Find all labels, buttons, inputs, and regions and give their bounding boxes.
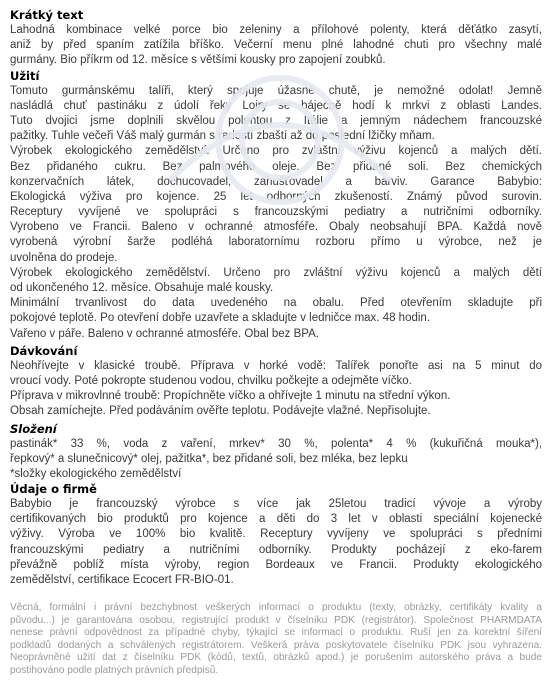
text-line: Výrobek ekologického zemědělství. Určeno pro zvláštní výživu kojenců a malých dětí.	[10, 145, 542, 158]
text-line: gurmány. Bio příkrm od 12. měsíce s většími kousky pro zapojení zoubků.	[10, 54, 386, 67]
text-line: Ekologická výživa pro kojence. 25 let odborných zkušeností. Známý původ surovin.	[10, 190, 542, 203]
text-line: Lahodná kombinace velké porce bio zeleniny a přílohové polenty, která děťátko zasytí,	[10, 24, 542, 36]
text-line: výživy. Výroba ve 100% bio kvalitě. Receptury vyvíjeny ve spolupráci s předními	[10, 528, 542, 541]
section-heading: Složení	[10, 421, 57, 436]
section-davkovani	[0, 344, 550, 420]
legal-disclaimer	[0, 602, 550, 678]
text-line: Vařeno v páře. Baleno v ochranné atmosféře. Obal bez BPA.	[10, 327, 319, 340]
section-heading: Dávkování	[10, 343, 78, 358]
text-line: francouzskými pediatry a nutričními odborníky. Produkty pocházejí z eko-farem	[10, 543, 542, 556]
text-line: pastinák* 33 %, voda z vaření, mrkev* 30 %, polenta* 4 % (kukuřičná mouka*),	[10, 437, 542, 450]
section-slozeni	[0, 422, 550, 483]
text-line: Příprava v mikrovlnné troubě: Propíchněte víčko a ohřívejte 1 minutu na střední výkon.	[10, 390, 451, 403]
section-heading: Užití	[10, 68, 40, 83]
section-body	[0, 84, 550, 342]
text-line: pokojové teplotě. Po otevření dobře uzavřete a skladujte v ledničce max. 48 hodin.	[10, 312, 431, 325]
section-udaje-o-firme	[0, 482, 550, 588]
text-line: převážně poblíž místa výroby, region Bordeaux ve Francii. Produkty ekologického	[10, 558, 542, 571]
text-line: konzervačních látek, dochucovadel, zahušťovadel a barviv. Garance Babybio:	[10, 175, 542, 188]
text-line: Obsah zamíchejte. Před podáváním ověřte teplotu. Podávejte vlažné. Nepřisolujte.	[10, 405, 431, 418]
section-uziti	[0, 69, 550, 342]
text-line: Tomuto gurmánskému talíři, který spojuje úžasné chutě, je nemožné odolat! Jemně	[10, 84, 542, 97]
text-line: vyrobená výrobní šarže podléhá laboratornímu rozboru přímo u výrobce, než je	[10, 236, 542, 249]
text-line: od ukončeného 12. měsíce. Obsahuje malé kousky.	[10, 282, 274, 294]
text-line: Neohřívejte v klasické troubě. Příprava v horké vodě: Talířek ponořte asi na 5 minut do	[10, 359, 542, 372]
text-line: pažitky. Tuhle večeři Váš malý gurmán s radostí zbaští až do poslední lžičky mňam.	[10, 130, 435, 143]
text-line: *složky ekologického zemědělství	[10, 467, 182, 480]
disclaimer-line: původu...) je garantována osobou, registrující produkt v číselníku PDK (registrátor). Společnost PHARMDATA	[10, 614, 542, 626]
text-line: certifikovaných bio produktů pro kojence a děti do 3 let v oblasti speciální kojenecké	[10, 513, 542, 526]
section-heading: Údaje o firmě	[10, 482, 97, 497]
disclaimer-line: postihováno podle platných právních předpisů.	[10, 664, 219, 676]
section-heading: Krátký text	[10, 8, 84, 22]
text-line: řepkový* a slunečnicový* olej, pažitka*, bez přidané soli, bez mléka, bez lepku	[10, 452, 408, 465]
text-line: nasládlá chuť pastináku z údolí řeky Loiry se báječně hodí k mrkvi z oblasti Landes.	[10, 99, 542, 112]
text-line: zemědělství, certifikace Ecocert FR-BIO-01.	[10, 574, 234, 586]
text-line: Tuto dvojici jsme doplnili skvělou polentou z Itálie a jemným nádechem francouzské	[10, 114, 542, 127]
text-line: Babybio je francouzský výrobce s více jak 25letou tradicí vývoje a výroby	[10, 498, 542, 511]
section-body	[0, 437, 550, 483]
text-line: Minimální trvanlivost do data uvedeného na obalu. Před otevřením skladujte při	[10, 297, 542, 310]
text-line: uvolněna do prodeje.	[10, 251, 118, 264]
text-line: Vyrobeno ve Francii. Baleno v ochranné atmosféře. Obaly neobsahují BPA. Každá nově	[10, 221, 542, 234]
disclaimer-line: nenese právní odpovědnost za případné chyby, týkající se informací o produktu. Ruší jen za korektní šíření	[10, 627, 542, 639]
text-line: Bez přidaného cukru. Bez palmového oleje. Bez přidané soli. Bez chemických	[10, 160, 542, 173]
text-line: vroucí vody. Poté pokropte studenou vodou, chvilku počkejte a odejměte víčko.	[10, 374, 412, 387]
text-line: aniž by před spaním zatížila bříško. Večerní menu plné lahodné chuti pro všechny malé	[10, 39, 542, 52]
text-line: Výrobek ekologického zemědělství. Určeno pro zvláštní výživu kojenců a malých dětí	[10, 266, 542, 279]
section-body	[0, 23, 550, 69]
text-line: Receptury vyvíjené ve spolupráci s francouzskými pediatry a nutričními odborníky.	[10, 206, 542, 219]
disclaimer-line: podkladů dodaných a schválených registrátorem. Veškerá práva poskytovatele číselníku PDK jsou vyhrazena.	[10, 639, 542, 651]
disclaimer-line: Neoprávněné užití dat z číselníku PDK (kódů, textů, obrázků apod.) je porušením autorského práva a bude	[10, 652, 542, 664]
section-body	[0, 359, 550, 420]
section-body	[0, 497, 550, 588]
disclaimer-line: Věcná, formální i právní bezchybnost veškerých informací o produktu (texty, obrázky, certifikáty kvality a	[10, 602, 542, 613]
section-kratky-text	[0, 8, 550, 69]
